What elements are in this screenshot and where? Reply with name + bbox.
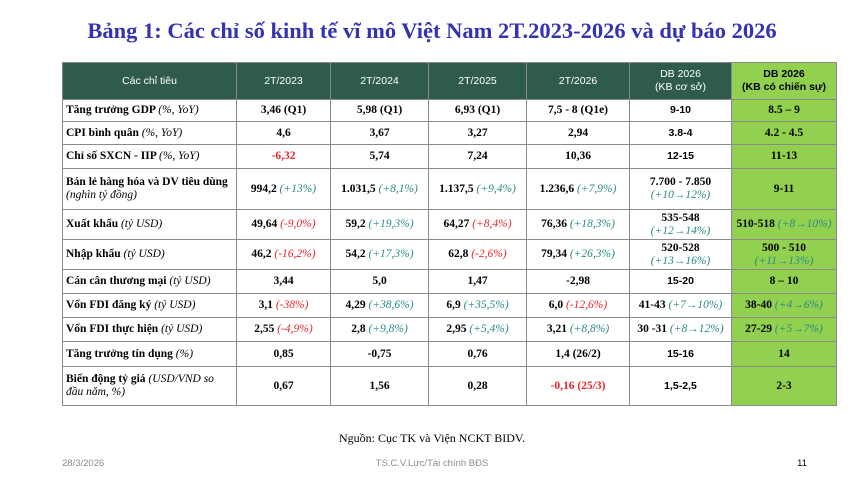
cell: 11-13 (732, 145, 837, 169)
cell: 41-43 (+7→10%) (630, 294, 732, 318)
cell: 1.137,5 (+9,4%) (429, 169, 527, 210)
table-row (63, 169, 837, 210)
row-label: Biến động tỷ giá (USD/VND so đầu năm, %) (63, 367, 237, 406)
row-label: Vốn FDI thực hiện (tỷ USD) (63, 318, 237, 342)
table-row (63, 270, 837, 294)
cell: 9-11 (732, 169, 837, 210)
cell: 520-528 (+13→16%) (630, 240, 732, 270)
row-label: Tăng trưởng tín dụng (%) (63, 342, 237, 367)
header-2t-2025: 2T/2025 (429, 63, 527, 100)
table-row (63, 367, 837, 406)
cell: 4.2 - 4.5 (732, 122, 837, 145)
cell: 2,8 (+9,8%) (331, 318, 429, 342)
cell: 2,95 (+5,4%) (429, 318, 527, 342)
cell: 0,76 (429, 342, 527, 367)
cell: 1.031,5 (+8,1%) (331, 169, 429, 210)
cell: 510-518 (+8→10%) (732, 210, 837, 240)
cell: 62,8 (-2,6%) (429, 240, 527, 270)
cell: 3,67 (331, 122, 429, 145)
table-row (63, 318, 837, 342)
cell: 994,2 (+13%) (237, 169, 331, 210)
cell: 79,34 (+26,3%) (527, 240, 630, 270)
cell: 1,4 (26/2) (527, 342, 630, 367)
row-label: Nhập khẩu (tỷ USD) (63, 240, 237, 270)
cell: 535-548 (+12→14%) (630, 210, 732, 240)
table-title: Bảng 1: Các chỉ số kinh tế vĩ mô Việt Nam 2T.2023-2026 và dự báo 2026 (87, 18, 777, 43)
cell: 64,27 (+8,4%) (429, 210, 527, 240)
footer-author: TS.C.V.Lực/Tài chính BĐS (375, 458, 489, 469)
cell: 46,2 (-16,2%) (237, 240, 331, 270)
header-row (63, 63, 837, 100)
cell: -0,16 (25/3) (527, 367, 630, 406)
cell: 5,0 (331, 270, 429, 294)
cell: -6,32 (237, 145, 331, 169)
cell: 0,85 (237, 342, 331, 367)
table-row (63, 210, 837, 240)
cell: 6,93 (Q1) (429, 100, 527, 122)
row-label: Vốn FDI đăng ký (tỷ USD) (63, 294, 237, 318)
row-label: Cán cân thương mại (tỷ USD) (63, 270, 237, 294)
cell: 3,46 (Q1) (237, 100, 331, 122)
header-2t-2023: 2T/2023 (237, 63, 331, 100)
cell: 27-29 (+5→7%) (732, 318, 837, 342)
cell: 10,36 (527, 145, 630, 169)
cell: 3,27 (429, 122, 527, 145)
header-forecast-conflict: DB 2026 (KB có chiến sự) (732, 63, 837, 100)
cell: 1,5-2,5 (630, 367, 732, 406)
header-forecast-base: DB 2026 (KB cơ sở) (630, 63, 732, 100)
row-label: Bán lẻ hàng hóa và DV tiêu dùng (nghìn tỷ đồng) (63, 169, 237, 210)
cell: 9-10 (630, 100, 732, 122)
cell: 2,94 (527, 122, 630, 145)
cell: 500 - 510 (+11→13%) (732, 240, 837, 270)
source-note: Nguồn: Cục TK và Viện NCKT BIDV. (338, 431, 526, 445)
cell: 0,28 (429, 367, 527, 406)
cell: 1,56 (331, 367, 429, 406)
cell: 8.5 – 9 (732, 100, 837, 122)
macro-indicators-table (62, 62, 837, 406)
cell: 3,1 (-38%) (237, 294, 331, 318)
row-label: Chỉ số SXCN - IIP (%, YoY) (63, 145, 237, 169)
cell: 8 – 10 (732, 270, 837, 294)
table-row (63, 122, 837, 145)
cell: 5,98 (Q1) (331, 100, 429, 122)
cell: 54,2 (+17,3%) (331, 240, 429, 270)
cell: 49,64 (-9,0%) (237, 210, 331, 240)
cell: 5,74 (331, 145, 429, 169)
cell: 38-40 (+4→6%) (732, 294, 837, 318)
cell: 2,55 (-4,9%) (237, 318, 331, 342)
header-2t-2024: 2T/2024 (331, 63, 429, 100)
cell: 0,67 (237, 367, 331, 406)
header-indicators: Các chỉ tiêu (63, 63, 237, 100)
cell: 3,44 (237, 270, 331, 294)
cell: 30 -31 (+8→12%) (630, 318, 732, 342)
footer-date: 28/3/2026 (62, 458, 105, 469)
table-row (63, 145, 837, 169)
cell: 7,24 (429, 145, 527, 169)
cell: 14 (732, 342, 837, 367)
cell: 15-20 (630, 270, 732, 294)
cell: 59,2 (+19,3%) (331, 210, 429, 240)
cell: -0,75 (331, 342, 429, 367)
page-number: 11 (797, 458, 807, 469)
cell: 4,6 (237, 122, 331, 145)
cell: 3.8-4 (630, 122, 732, 145)
cell: -2,98 (527, 270, 630, 294)
cell: 2-3 (732, 367, 837, 406)
cell: 1,47 (429, 270, 527, 294)
row-label: Tăng trưởng GDP (%, YoY) (63, 100, 237, 122)
cell: 1.236,6 (+7,9%) (527, 169, 630, 210)
cell: 4,29 (+38,6%) (331, 294, 429, 318)
row-label: CPI bình quân (%, YoY) (63, 122, 237, 145)
table-row (63, 100, 837, 122)
cell: 76,36 (+18,3%) (527, 210, 630, 240)
table-row (63, 342, 837, 367)
row-label: Xuất khẩu (tỷ USD) (63, 210, 237, 240)
cell: 12-15 (630, 145, 732, 169)
cell: 7.700 - 7.850 (+10→12%) (630, 169, 732, 210)
cell: 6,9 (+35,5%) (429, 294, 527, 318)
cell: 3,21 (+8,8%) (527, 318, 630, 342)
table-row (63, 294, 837, 318)
cell: 15-16 (630, 342, 732, 367)
header-2t-2026: 2T/2026 (527, 63, 630, 100)
cell: 7,5 - 8 (Q1e) (527, 100, 630, 122)
cell: 6,0 (-12,6%) (527, 294, 630, 318)
table-row (63, 240, 837, 270)
